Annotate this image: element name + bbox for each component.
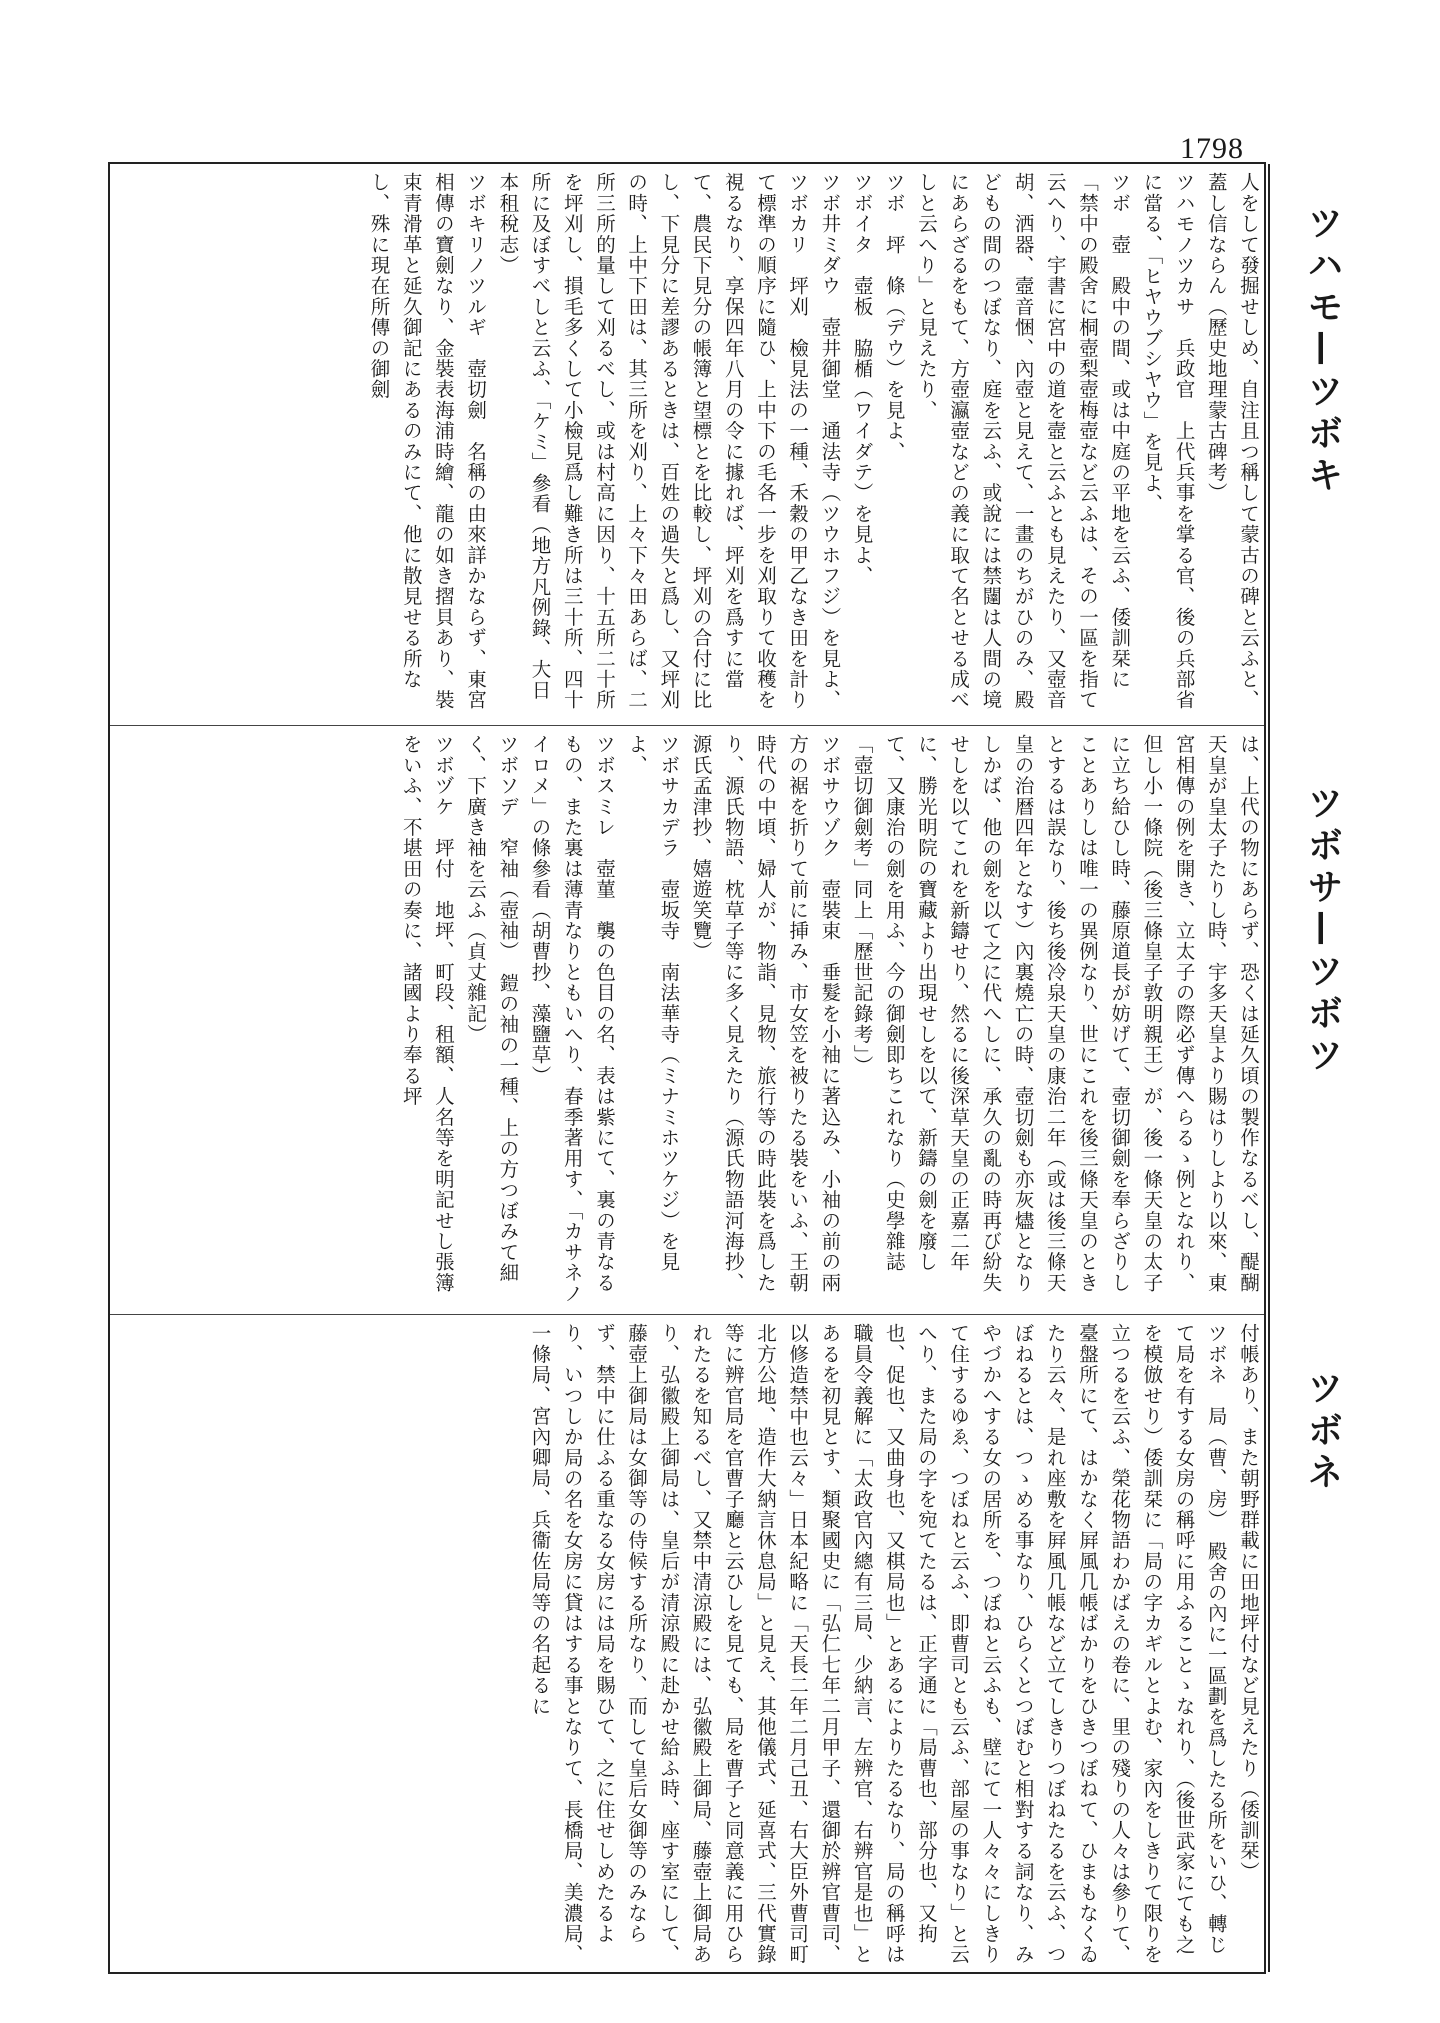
entry: 人をして發掘せしめ、自注且つ稱して蒙古の碑と云ふと、蓋し信ならん（歷史地理蒙古碑考） — [1204, 172, 1260, 711]
entry: ツボサウゾク 壺裝束 垂髮を小袖に著込み、小袖の前の兩方の裾を折りて前に挿み、市女笠を被りたる裝をいふ、王朝時代の中頃、婦人が、物詣、見物、旅行等の時此裝を爲したり、源氏物語、枕草子等に多く見えたり（源氏物語河海抄、源氏孟津抄、嬉遊笑覽） — [689, 734, 842, 1293]
running-head-column — [1270, 164, 1362, 1972]
page-number: 1798 — [1180, 132, 1244, 165]
running-head: ツハモ—ツボキ — [1302, 204, 1343, 498]
entry: 付帳あり、また朝野群載に田地坪付など見えたり（倭訓栞） — [1237, 1323, 1260, 1882]
entry: ツボ 坪 條（デウ）を見よ、 — [882, 172, 906, 462]
entry: ツボネ 局（曹、房） 殿舍の內に一區劃を爲したる所をいひ、轉じて局を有する女房の稱呼に用ふることゝなれり、（後世武家にても之を模倣せり）倭訓栞に「局の字カギルとよむ、家內をしきりて限りを立つるを云ふ、榮花物語わかばえの卷に、里の殘りの人々は參りて、臺盤所にて、はかなく屛風几帳ばかりをひきつぼねて、ひまもなくゐたり云々、是れ座敷を屛風几帳など立てしきりつぼねたるを云ふ、つぼねるとは、つゝめる事なり、ひらくとつぼむと相對する詞なり、みやづかへする女の居所を、つぼねと云ふも、壁にて一人々々にしきりて住するゆゑ、つぼねと云ふ、即曹司とも云ふ、部屋の事なり」と云へり、また局の字を宛てたるは、正字通に「局曹也、部分也、又拘也、促也、又曲身也、又棋局也」とあるによりたるなり、局の稱呼は職員令義解に「太政官內總有三局、少納言、左辨官、右辨官是也」とあるを初見とす、類聚國史に「弘仁七年二月甲子、還御於辨官曹司、以修造禁中也云々」日本紀略に「天長二年二月己丑、右大臣外曹司町北方公地、造作大納言休息局」と見え、其他儀式、延喜式、三代實錄等に辨官局を官曹子廳と云ひしを見ても、局を曹子と同意義に用ひられたるを知るべし、又禁中清涼殿には、弘徽殿上御局、藤壺上御局あり、弘徽殿上御局は、皇后が清涼殿に赴かせ給ふ時、座す室にして、藤壺上御局は女御等の侍候する所なり、而して皇后女御等のみならず、禁中に仕ふる重なる女房には局を賜ひて、之に住せしめたるより、いつしか局の名を女房に貸はする事となりて、長橋局、美濃局、一條局、宮內卿局、兵衞佐局等の名起るに — [528, 1323, 1228, 1965]
running-head: ツボサ—ツボツ — [1302, 784, 1343, 1078]
entry: ツボスミレ 壺菫 襲の色目の名、表は紫にて、裏の青なるもの、また裏は薄青なりともいへり、春季著用す、「カサネノイロメ」の條參看（胡曹抄、藻鹽草） — [528, 734, 616, 1304]
text-block — [110, 164, 1268, 725]
text-block — [110, 726, 1268, 1314]
entry: ツボ井ミダウ 壺井御堂 通法寺（ツウホフジ）を見よ、 — [818, 172, 842, 711]
entry: は、上代の物にあらず、恐くは延久頃の製作なるべし、醍醐天皇が皇太子たりし時、宇多天皇より賜はりしより以來、東宮相傳の例を開き、立太子の際必ず傳へらるゝ例となれり、但し小一條院（後三條皇子敦明親王）が、後一條天皇の太子に立ち給ひし時、藤原道長が妨げて、壺切御劍を奉らざりしことありしは唯一の異例なり、世にこれを後三條天皇のときとするは誤なり、後ち後冷泉天皇の康治二年（或は後三條天皇の治暦四年となす）內裏燒亡の時、壺切劍も亦灰燼となりしかば、他の劍を以て之に代へしに、承久の亂の時再び紛失せしを以てこれを新鑄せり、然るに後深草天皇の正嘉二年に、勝光明院の寶藏より出現せしを以て、新鑄の劍を廢して、又康治の劍を用ふ、今の御劍即ちこれなり（史學雜誌「壺切御劍考」同上「歷世記錄考」） — [850, 734, 1260, 1293]
tier-top — [110, 164, 1268, 725]
tier-bottom — [110, 1315, 1268, 1974]
entry: ツボソデ 窄袖（壺袖） 鎧の袖の一種、上の方つぼみて細く、下廣き袖を云ふ（貞丈雜記） — [464, 734, 520, 1284]
running-head: ツボネ — [1302, 1369, 1343, 1495]
entry: ツボヅケ 坪付 地坪、町段、租額、人名等を明記せし張簿をいふ、不堪田の奏に、諸國より奉る坪 — [399, 734, 455, 1293]
entry: ツボイタ 壺板 脇楯（ワイダテ）を見よ、 — [850, 172, 874, 586]
entry: ツボ 壺 殿中の間、或は中庭の平地を云ふ、倭訓栞に「禁中の殿舍に桐壺梨壺梅壺など云ふは、その一區を指て云へり、宇書に宮中の道を壼と云ふとも見えたり、又壺音胡、洒器、壼音悃、內壺と見えて、一畫のちがひのみ、殿どもの間のつぼなり、庭を云ふ、或說には禁闥は人間の境にあらざるをもて、方壺瀛壺などの義に取て名とせる成べしと云へり」と見えたり、 — [914, 172, 1132, 711]
entry: ツボキリノツルギ 壺切劍 名稱の由來詳かならず、東宮相傳の寶劍なり、金裝表海浦時繪、龍の如き摺貝あり、裝束青滑革と延久御記にあるのみにて、他に散見せる所なし、殊に現在所傳の御劍 — [367, 172, 488, 711]
dictionary-page-frame — [108, 162, 1343, 1974]
entry: ツハモノツカサ 兵政官 上代兵事を掌る官、後の兵部省に當る、「ヒヤウブシヤウ」を見よ、 — [1140, 172, 1196, 711]
text-block — [110, 1315, 1268, 1974]
entry: ツボサカデラ 壺坂寺 南法華寺（ミナミホツケジ）を見よ、 — [625, 734, 681, 1273]
tier-middle — [110, 726, 1268, 1314]
entry: ツボカリ 坪刈 檢見法の一種、禾穀の甲乙なき田を計りて標準の順序に隨ひ、上中下の毛各一步を刈取りて收穫を視るなり、享保四年八月の令に據れば、坪刈を爲すに當て、農民下見分の帳簿と望標とを比較し、坪刈の合付に比し、下見分に差謬あるときは、百姓の過失と爲し、又坪刈の時、上中下田は、其三所を刈り、上々下々田あらば、二所三所的量して刈るべし、或は村高に因り、十五所二十所を坪刈し、損毛多くして小檢見爲し難き所は三十所、四十所に及ぼすべしと云ふ、「ケミ」參看（地方凡例錄、大日本租稅志） — [496, 172, 810, 711]
